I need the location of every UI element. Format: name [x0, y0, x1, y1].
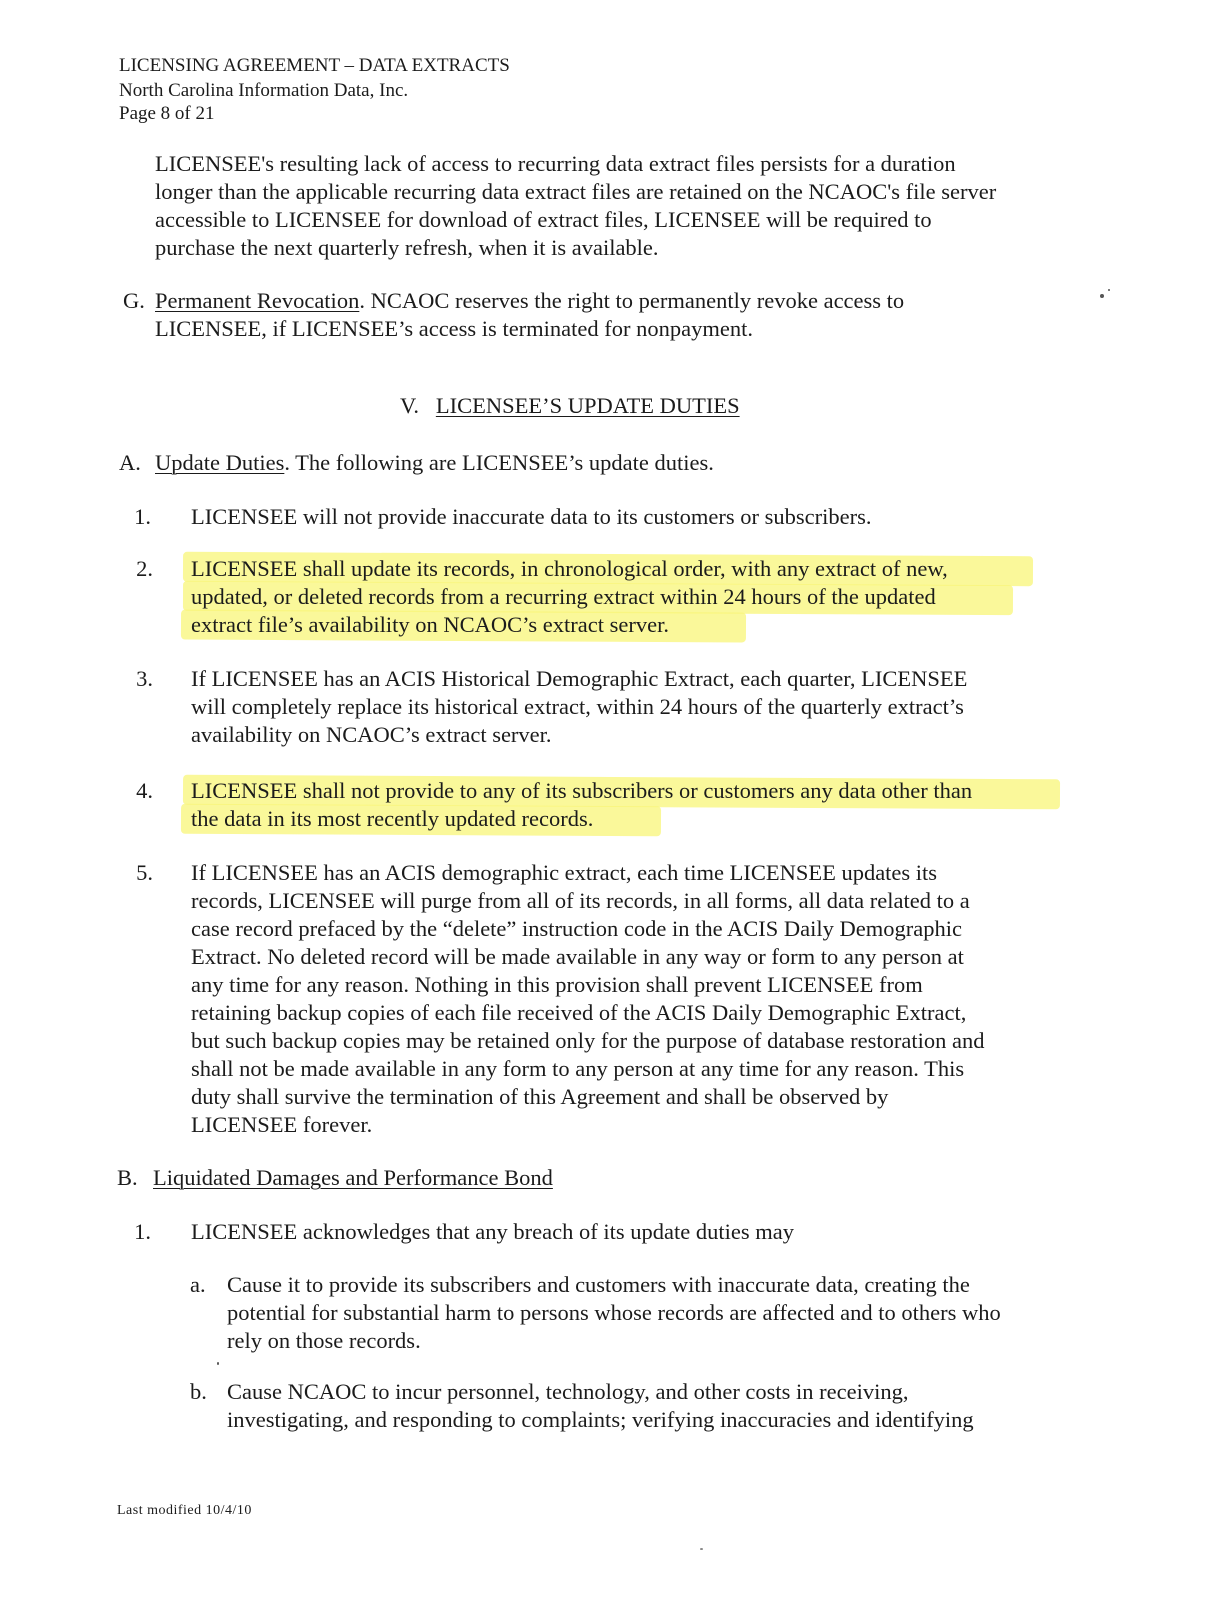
duty-line: but such backup copies may be retained only for the purpose of database restoration and: [191, 1028, 985, 1053]
b-subitem-letter: b.: [190, 1379, 207, 1404]
duty-item: [191, 555, 948, 639]
intro-paragraph: [155, 150, 996, 262]
section-v-heading: [400, 392, 740, 420]
duty-line: LICENSEE shall not provide to any of its subscribers or customers any data other than: [191, 778, 973, 803]
duty-line: LICENSEE shall update its records, in chronological order, with any extract of new,: [191, 556, 948, 581]
duty-item: [191, 777, 972, 833]
subsection-b-letter: B.: [117, 1165, 138, 1190]
intro-line: purchase the next quarterly refresh, when it is available.: [155, 235, 659, 260]
duty-line: Extract. No deleted record will be made available in any way or form to any person at: [191, 944, 964, 969]
b-item-number: 1.: [134, 1219, 151, 1244]
duty-line: If LICENSEE has an ACIS demographic extract, each time LICENSEE updates its: [191, 860, 938, 885]
duty-number: 2.: [136, 556, 153, 581]
intro-line: longer than the applicable recurring data extract files are retained on the NCAOC's file server: [155, 179, 997, 204]
duty-line: shall not be made available in any form to any person at any time for any reason. This: [191, 1056, 965, 1081]
section-g-text: . NCAOC reserves the right to permanently revoke access to: [359, 288, 905, 313]
duty-line: case record prefaced by the “delete” instruction code in the ACIS Daily Demographic: [191, 916, 962, 941]
subsection-a-text: . The following are LICENSEE’s update duties.: [284, 450, 714, 475]
duty-line: will completely replace its historical extract, within 24 hours of the quarterly extract’s: [191, 694, 964, 719]
subsection-a-title: Update Duties: [155, 450, 285, 475]
b-subitem-line: potential for substantial harm to persons whose records are affected and to others who: [227, 1300, 1001, 1325]
duty-line: If LICENSEE has an ACIS Historical Demographic Extract, each quarter, LICENSEE: [191, 666, 968, 691]
duty-number: 1.: [134, 504, 151, 529]
section-g-letter: G.: [123, 288, 145, 313]
b-subitem-line: investigating, and responding to complaints; verifying inaccuracies and identifying: [227, 1407, 974, 1432]
footer-last-modified: Last modified 10/4/10: [117, 1503, 252, 1518]
duty-number: 5.: [136, 860, 153, 885]
b-subitem-letter: a.: [190, 1272, 206, 1297]
duty-line: LICENSEE forever.: [191, 1112, 373, 1137]
duty-line: any time for any reason. Nothing in this provision shall prevent LICENSEE from: [191, 972, 923, 997]
b-subitem: [227, 1271, 1001, 1355]
scan-speck: [1108, 289, 1110, 291]
duty-number: 4.: [136, 778, 153, 803]
section-g-paragraph: [155, 287, 904, 343]
duty-item: [191, 665, 967, 749]
duty-line: updated, or deleted records from a recurring extract within 24 hours of the updated: [191, 584, 936, 609]
b-item-text: LICENSEE acknowledges that any breach of its update duties may: [191, 1219, 794, 1244]
b-subitem: [227, 1378, 974, 1434]
header-page-number: Page 8 of 21: [119, 103, 215, 124]
b-subitem-line: Cause it to provide its subscribers and customers with inaccurate data, creating the: [227, 1272, 970, 1297]
header-company: North Carolina Information Data, Inc.: [119, 80, 409, 101]
duty-line: the data in its most recently updated records.: [191, 806, 594, 831]
scan-speck: [1100, 294, 1104, 298]
duty-line: LICENSEE will not provide inaccurate data to its customers or subscribers.: [191, 504, 872, 529]
scan-speck: [217, 1362, 219, 1365]
subsection-b-heading: [153, 1164, 553, 1192]
section-g-text: LICENSEE, if LICENSEE’s access is terminated for nonpayment.: [155, 316, 753, 341]
duty-line: extract file’s availability on NCAOC’s extract server.: [191, 612, 669, 637]
scan-speck: [700, 1548, 703, 1550]
duty-line: retaining backup copies of each file received of the ACIS Daily Demographic Extract,: [191, 1000, 967, 1025]
duty-line: records, LICENSEE will purge from all of its records, in all forms, all data related to a: [191, 888, 970, 913]
duty-item: [191, 859, 985, 1139]
section-g-title: Permanent Revocation: [155, 288, 360, 313]
subsection-b-title: Liquidated Damages and Performance Bond: [153, 1165, 553, 1190]
duty-item: [191, 503, 871, 531]
section-v-numeral: V.: [400, 393, 419, 418]
b-subitem-line: rely on those records.: [227, 1328, 421, 1353]
subsection-a-heading: [155, 449, 714, 477]
intro-line: LICENSEE's resulting lack of access to recurring data extract files persists for a duration: [155, 151, 956, 176]
header-title: LICENSING AGREEMENT – DATA EXTRACTS: [119, 55, 510, 76]
section-v-title: LICENSEE’S UPDATE DUTIES: [435, 393, 740, 418]
subsection-a-letter: A.: [119, 450, 141, 475]
duty-number: 3.: [136, 666, 153, 691]
duty-line: availability on NCAOC’s extract server.: [191, 722, 552, 747]
b-subitem-line: Cause NCAOC to incur personnel, technology, and other costs in receiving,: [227, 1379, 909, 1404]
duty-line: duty shall survive the termination of this Agreement and shall be observed by: [191, 1084, 889, 1109]
intro-line: accessible to LICENSEE for download of extract files, LICENSEE will be required to: [155, 207, 932, 232]
